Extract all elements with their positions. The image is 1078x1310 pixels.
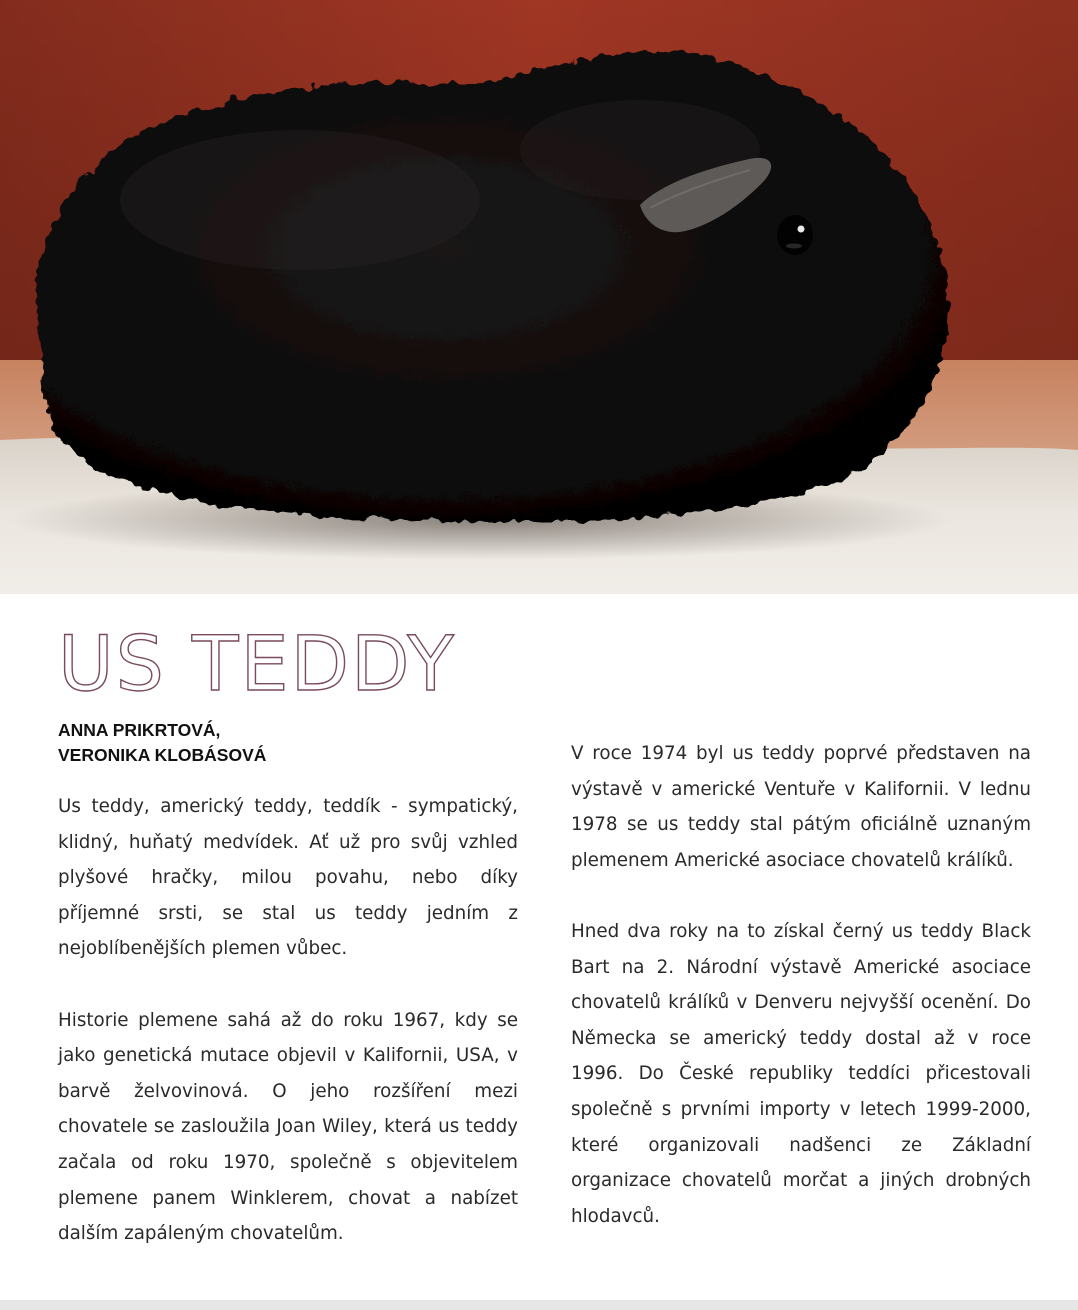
article-column-right — [571, 736, 1031, 1234]
author-line: ANNA PRIKRTOVÁ, — [58, 720, 221, 740]
article-paragraph: Us teddy, americký teddy, teddík - sympatický, klidný, huňatý medvídek. Ať už pro svůj vzhled plyšové hračky, milou povahu, nebo díky příjemné srsti, se stal us teddy jedním z nejoblíbenějších plemen vůbec. — [58, 796, 518, 960]
article-column-left — [58, 789, 518, 1252]
article-paragraph: Historie plemene sahá až do roku 1967, kdy se jako genetická mutace objevil v Kalifornii, USA, v barvě želvovinová. O jeho rozšíření mezi chovatele se zasloužila Joan Wiley, která us teddy začala od roku 1970, společně s objevitelem plemene panem Winklerem, chovat a nabízet dalším zapáleným chovatelům. — [58, 1009, 518, 1245]
article-paragraph: V roce 1974 byl us teddy poprvé představen na výstavě v americké Ventuře v Kalifornii. V lednu 1978 se us teddy stal pátým oficiálně uznaným plemenem Americké asociace chovatelů králíků. — [571, 743, 1031, 871]
article-authors — [58, 718, 266, 768]
hero-photo-black-teddy-guinea-pig — [0, 0, 1078, 594]
article-paragraph: Hned dva roky na to získal černý us teddy Black Bart na 2. Národní výstavě Americké asociace chovatelů králíků v Denveru nejvyšší ocenění. Do Německa se americký teddy dostal až v roce 1996. Do České republiky teddíci přicestovali společně s prvními importy v letech 1999-2000, které organizovali nadšenci ze Základní organizace chovatelů morčat a jiných drobných hlodavců. — [571, 920, 1031, 1227]
article-title-text: US TEDDY — [58, 619, 456, 708]
page-bottom-divider — [0, 1300, 1078, 1310]
author-line: VERONIKA KLOBÁSOVÁ — [58, 745, 267, 765]
article-title — [58, 619, 456, 708]
